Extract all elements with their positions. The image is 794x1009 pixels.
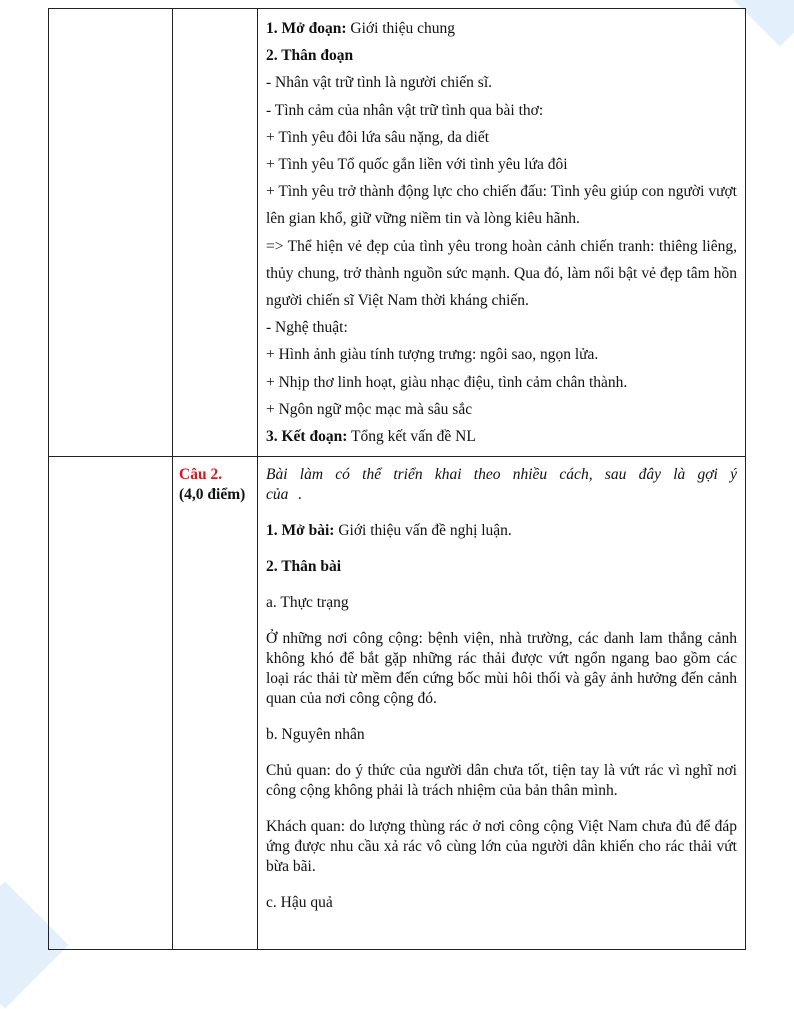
line-text: + Ngôn ngữ mộc mạc mà sâu sắc	[266, 400, 473, 418]
answer-line	[266, 557, 737, 577]
question-number: Câu 2.	[179, 466, 223, 484]
question-label-cell	[173, 457, 258, 950]
answer-line	[266, 396, 737, 423]
table-row	[49, 9, 746, 457]
answer-line	[266, 151, 737, 178]
answer-line	[266, 423, 737, 450]
line-text: Giới thiệu chung	[346, 20, 455, 37]
line-text: c. Hậu quả	[266, 894, 333, 912]
line-text: + Nhịp thơ linh hoạt, giàu nhạc điệu, tình cảm chân thành.	[266, 373, 628, 391]
answer-line	[266, 725, 737, 745]
empty-cell	[49, 9, 173, 457]
table-row	[49, 457, 746, 950]
line-heading: 1. Mở đoạn:	[266, 20, 347, 37]
line-text: + Hình ảnh giàu tính tượng trưng: ngôi sao, ngọn lửa.	[266, 346, 599, 364]
line-text: => Thể hiện vẻ đẹp của tình yêu trong hoàn cảnh chiến tranh: thiêng liêng, thủy chung, trở thành nguồn sức mạnh. Qua đó, làm nổi bật vẻ đẹp tâm hồn người chiến sĩ Việt Nam thời kháng chiến.	[266, 237, 737, 310]
line-text: + Tình yêu trở thành động lực cho chiến đấu: Tình yêu giúp con người vượt lên gian khổ, giữ vững niềm tin và lòng kiêu hãnh.	[266, 183, 737, 228]
answer-line	[266, 593, 737, 613]
intro-text	[266, 465, 737, 505]
line-heading: 3. Kết đoạn:	[266, 428, 348, 446]
line-heading: 2. Thân đoạn	[266, 47, 354, 65]
answer-line	[266, 42, 737, 69]
line-text: - Nghệ thuật:	[266, 319, 348, 337]
answer-line	[266, 15, 737, 42]
answer-line	[266, 761, 737, 801]
answer-line	[266, 69, 737, 96]
line-heading: 2. Thân bài	[266, 558, 342, 576]
answer-line	[266, 893, 737, 913]
line-text: Khách quan: do lượng thùng rác ở nơi công cộng Việt Nam chưa đủ để đáp ứng được nhu cầu xả rác vô cùng lớn của người dân khiến cho rác thải vứt bừa bãi.	[266, 818, 737, 876]
line-text: + Tình yêu Tổ quốc gắn liền với tình yêu lứa đôi	[266, 156, 568, 174]
line-text: + Tình yêu đôi lứa sâu nặng, da diết	[266, 128, 490, 146]
line-text: - Tình cảm của nhân vật trữ tình qua bài thơ:	[266, 101, 544, 119]
answer-line	[266, 97, 737, 124]
line-text: Giới thiệu vấn đề nghị luận.	[334, 522, 512, 540]
line-text: Chủ quan: do ý thức của người dân chưa tốt, tiện tay là vứt rác vì nghĩ nơi công cộng không phải là trách nhiệm của bản thân mình.	[266, 762, 737, 800]
line-heading: 1. Mở bài:	[266, 522, 335, 540]
line-text: a. Thực trạng	[266, 594, 349, 612]
answer-line	[266, 233, 737, 315]
answer-line	[266, 629, 737, 709]
line-text: Tổng kết vấn đề NL	[347, 428, 476, 446]
question-points: (4,0 điểm)	[179, 486, 246, 504]
question1-answer-cell	[258, 9, 746, 457]
line-text: - Nhân vật trữ tình là người chiến sĩ.	[266, 74, 493, 92]
answer-line	[266, 521, 737, 541]
question2-answer-cell	[258, 457, 746, 950]
answer-line	[266, 341, 737, 368]
empty-cell	[49, 457, 173, 950]
answer-line	[266, 178, 737, 232]
line-text: Ở những nơi công cộng: bệnh viện, nhà trường, các danh lam thắng cảnh không khó để bắt gặp những rác thải được vứt ngổn ngang bao gồm các loại rác thải từ mềm đến cứng bốc mùi hôi thối và gây ảnh hưởng đến cảnh quan của nơi công cộng đó.	[266, 630, 737, 708]
answer-line	[266, 817, 737, 877]
line-text: b. Nguyên nhân	[266, 726, 365, 744]
answer-line	[266, 124, 737, 151]
answer-line	[266, 369, 737, 396]
answer-line	[266, 314, 737, 341]
answer-table	[48, 8, 746, 950]
empty-cell	[173, 9, 258, 457]
intro-span: Bài làm có thể triển khai theo nhiều cách, sau đây là gợi ý của .	[266, 466, 737, 504]
